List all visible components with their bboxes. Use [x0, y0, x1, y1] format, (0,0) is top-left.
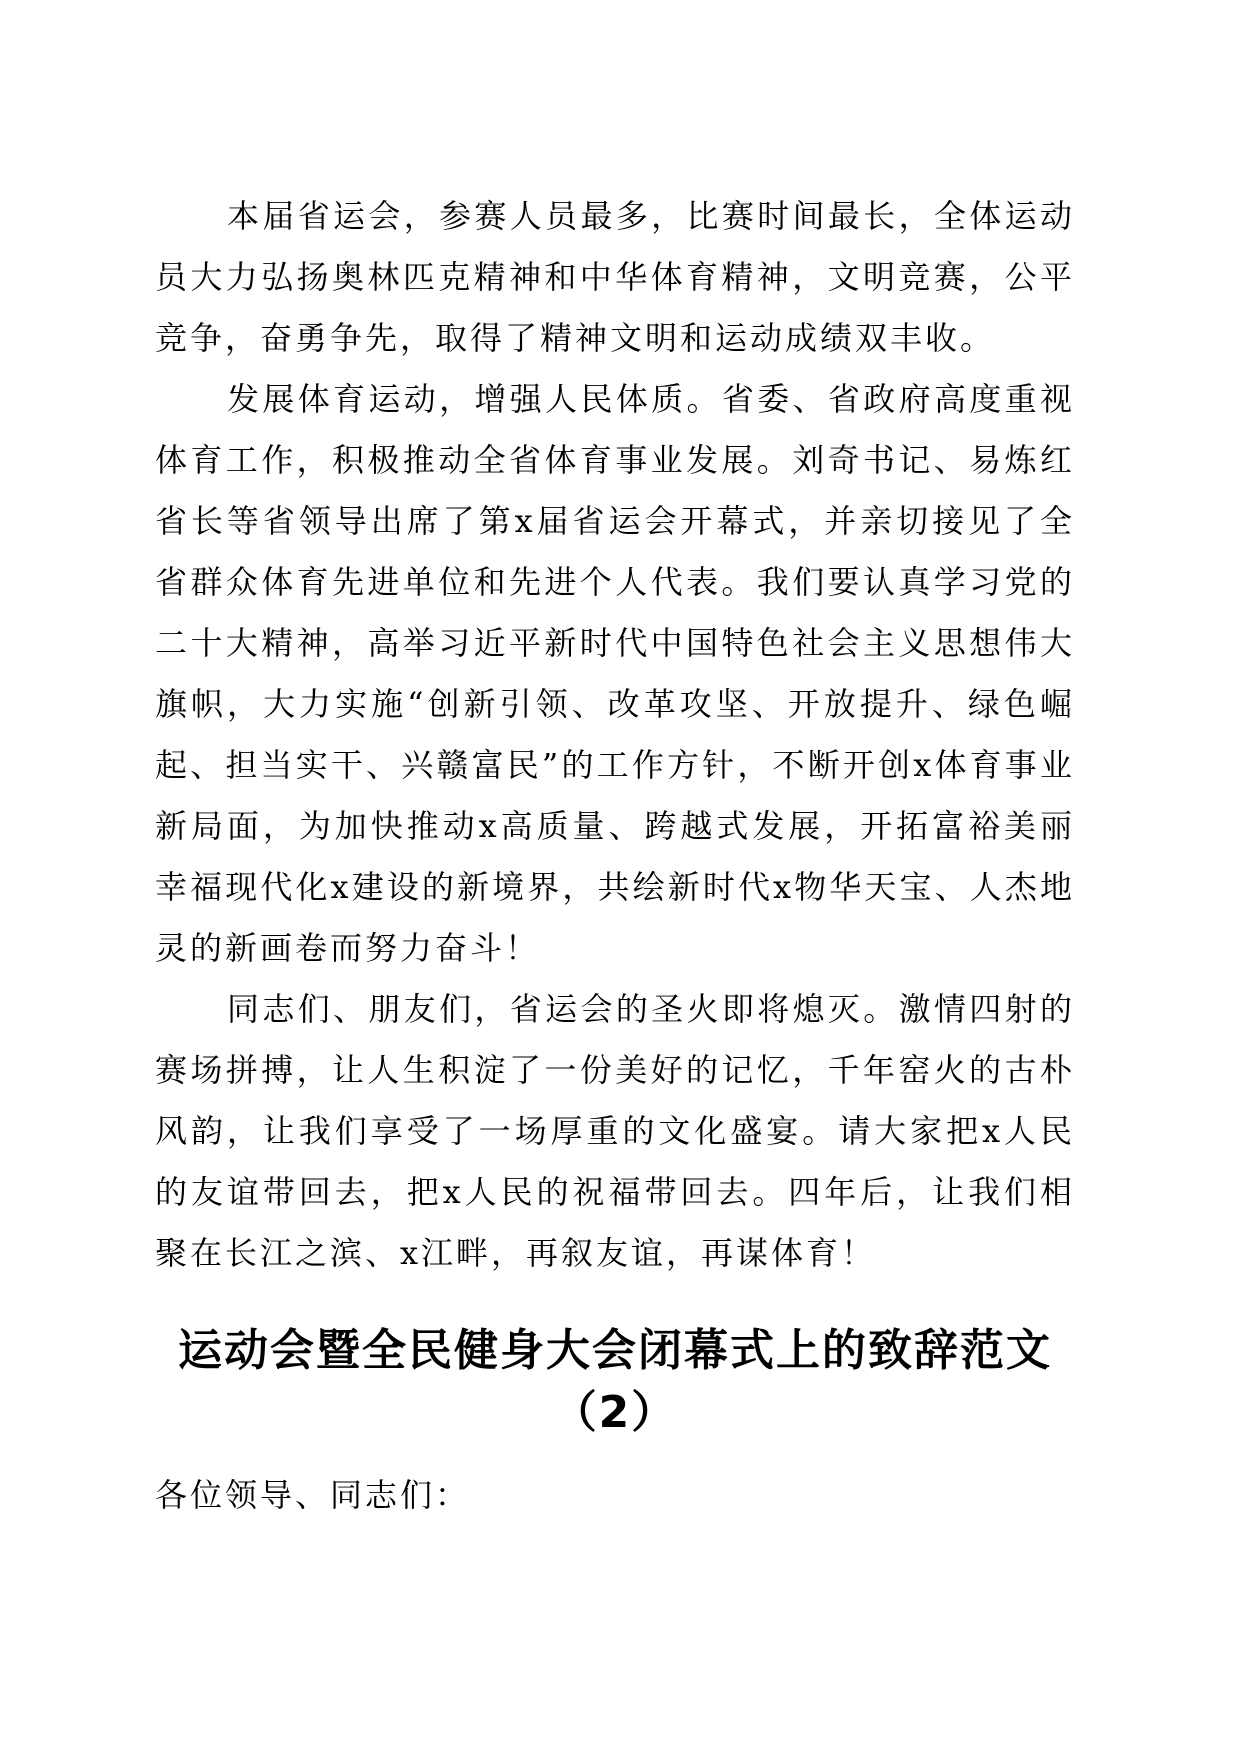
salutation: 各位领导、同志们：	[155, 1476, 471, 1514]
document-heading	[155, 1320, 1075, 1444]
paragraph-farewell: 同志们、朋友们，省运会的圣火即将熄灭。激情四射的赛场拼搏，让人生积淀了一份美好的记忆，千年窑火的古朴风韵，让我们享受了一场厚重的文化盛宴。请大家把x人民的友谊带回去，把x人民的祝福带回去。四年后，让我们相聚在长江之滨、x江畔，再叙友谊，再谋体育！	[155, 990, 1075, 1272]
heading-number: （2）	[552, 1387, 678, 1438]
heading-title: 运动会暨全民健身大会闭幕式上的致辞范文	[178, 1325, 1052, 1376]
body-text	[155, 186, 1075, 1284]
paragraph-development: 发展体育运动，增强人民体质。省委、省政府高度重视体育工作，积极推动全省体育事业发展。刘奇书记、易炼红省长等省领导出席了第x届省运会开幕式，并亲切接见了全省群众体育先进单位和先进个人代表。我们要认真学习党的二十大精神，高举习近平新时代中国特色社会主义思想伟大旗帜，大力实施“创新引领、改革攻坚、开放提升、绿色崛起、担当实干、兴赣富民”的工作方针，不断开创x体育事业新局面，为加快推动x高质量、跨越式发展，开拓富裕美丽幸福现代化x建设的新境界，共绘新时代x物华天宝、人杰地灵的新画卷而努力奋斗！	[155, 380, 1075, 967]
paragraph-closing-summary: 本届省运会，参赛人员最多，比赛时间最长，全体运动员大力弘扬奥林匹克精神和中华体育精神，文明竞赛，公平竞争，奋勇争先，取得了精神文明和运动成绩双丰收。	[155, 197, 1075, 357]
